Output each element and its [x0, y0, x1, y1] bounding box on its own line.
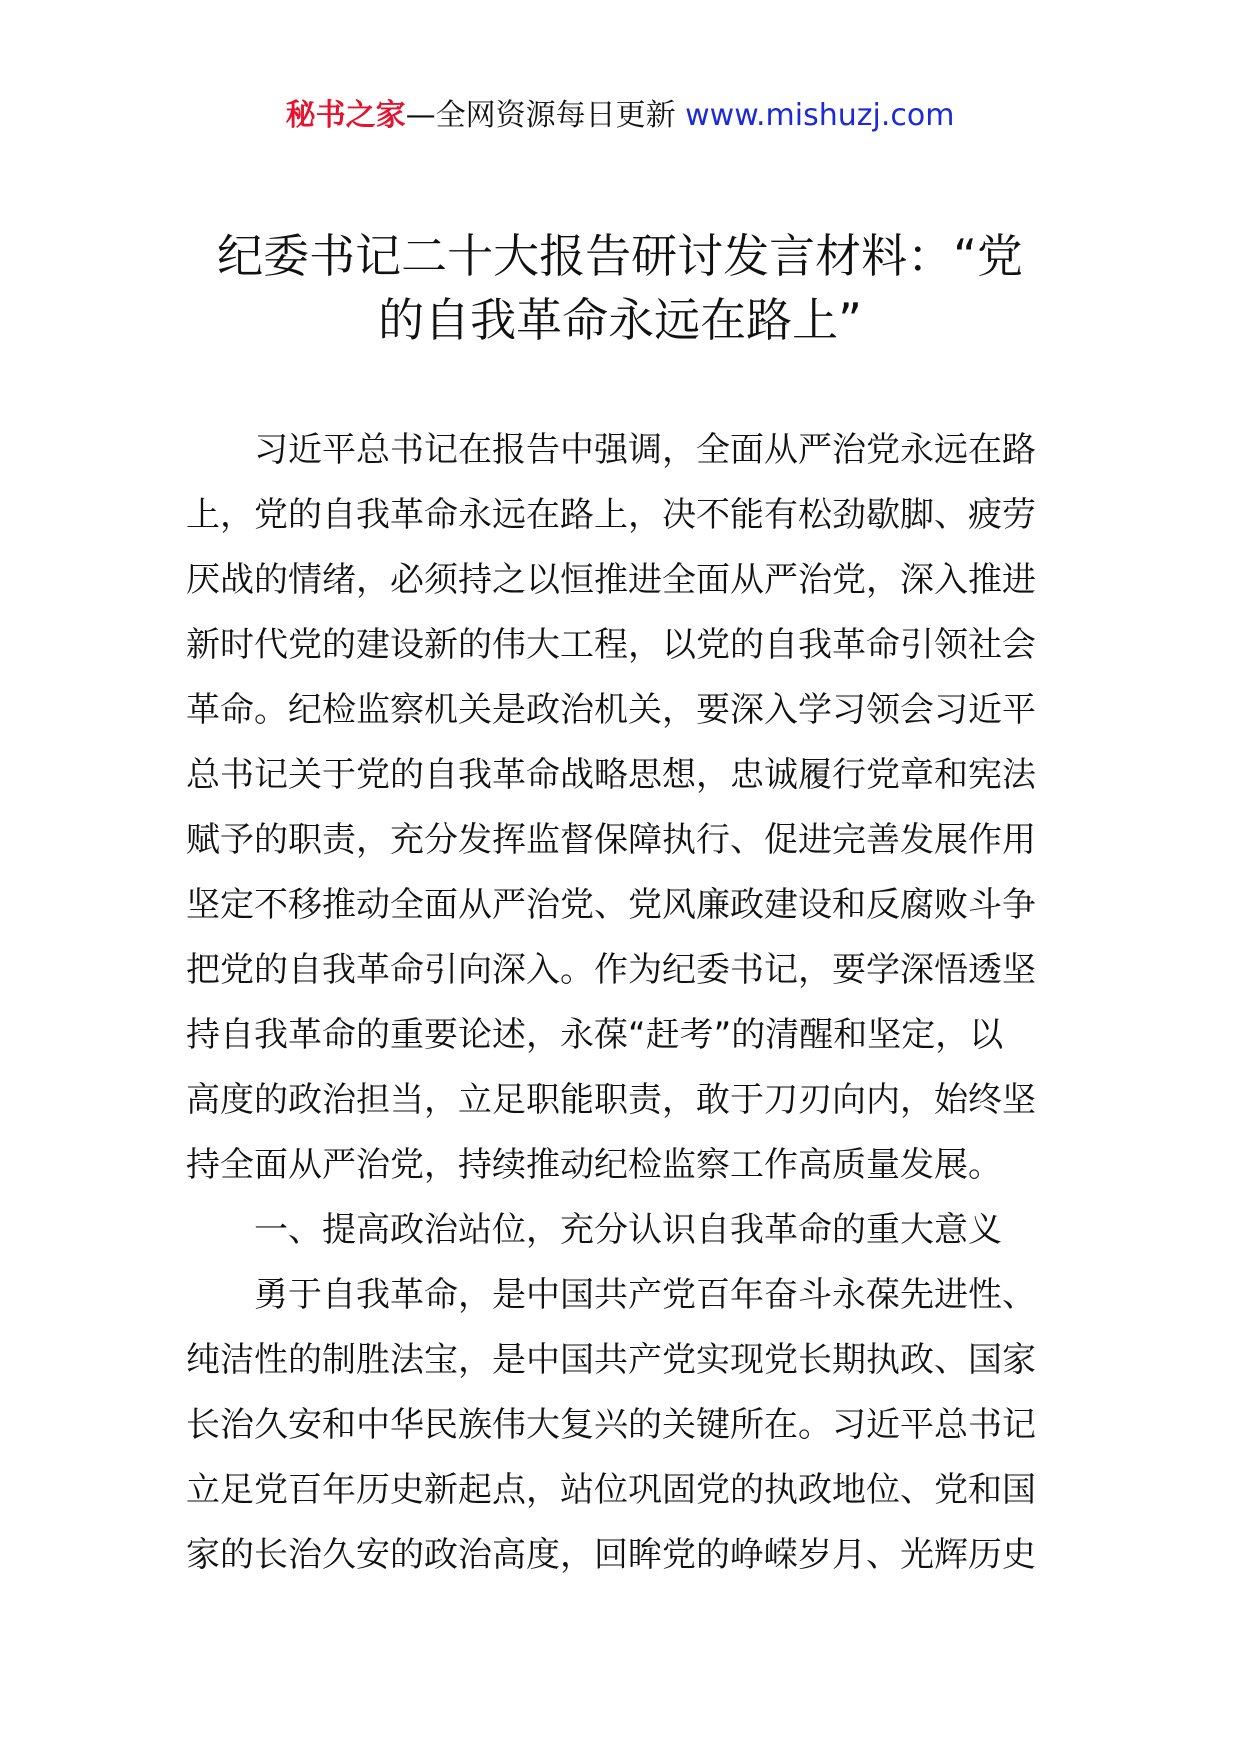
paragraph-line: 持自我革命的重要论述，永葆“赶考”的清醒和坚定，以: [186, 1015, 1004, 1055]
paragraph-line: 立足党百年历史新起点，站位巩固党的执政地位、党和国: [186, 1470, 1036, 1510]
paragraph-line: 总书记关于党的自我革命战略思想，忠诚履行党章和宪法: [186, 755, 1036, 795]
paragraph-line: 赋予的职责，充分发挥监督保障执行、促进完善发展作用: [186, 820, 1036, 860]
site-name: 秘书之家: [285, 98, 406, 133]
paragraph-line: 厌战的情绪，必须持之以恒推进全面从严治党，深入推进: [186, 560, 1036, 600]
paragraph-line: 坚定不移推动全面从严治党、党风廉政建设和反腐败斗争: [186, 885, 1036, 925]
document-title: [180, 224, 1060, 352]
site-banner: [0, 96, 1240, 136]
site-tagline: —全网资源每日更新: [405, 98, 686, 133]
paragraph-line: 家的长治久安的政治高度，回眸党的峥嵘岁月、光辉历史: [186, 1535, 1036, 1575]
document-body: [186, 418, 1054, 1588]
title-line-1: 纪委书记二十大报告研讨发言材料：“党: [217, 229, 1023, 283]
paragraph-line: 习近平总书记在报告中强调，全面从严治党永远在路: [254, 430, 1036, 470]
section-heading: 一、提高政治站位，充分认识自我革命的重大意义: [254, 1210, 1002, 1250]
paragraph-line: 长治久安和中华民族伟大复兴的关键所在。习近平总书记: [186, 1405, 1036, 1445]
paragraph-line: 高度的政治担当，立足职能职责，敢于刀刃向内，始终坚: [186, 1080, 1036, 1120]
paragraph-line: 把党的自我革命引向深入。作为纪委书记，要学深悟透坚: [186, 950, 1036, 990]
paragraph-line: 持全面从严治党，持续推动纪检监察工作高质量发展。: [186, 1145, 1002, 1185]
paragraph-line: 上，党的自我革命永远在路上，决不能有松劲歇脚、疲劳: [186, 495, 1036, 535]
paragraph-line: 革命。纪检监察机关是政治机关，要深入学习领会习近平: [186, 690, 1036, 730]
title-line-2: 的自我革命永远在路上”: [378, 293, 862, 347]
paragraph-line: 勇于自我革命，是中国共产党百年奋斗永葆先进性、: [254, 1275, 1036, 1315]
paragraph-line: 纯洁性的制胜法宝，是中国共产党实现党长期执政、国家: [186, 1340, 1036, 1380]
paragraph-line: 新时代党的建设新的伟大工程，以党的自我革命引领社会: [186, 625, 1036, 665]
site-url-link[interactable]: www.mishuzj.com: [685, 98, 955, 133]
